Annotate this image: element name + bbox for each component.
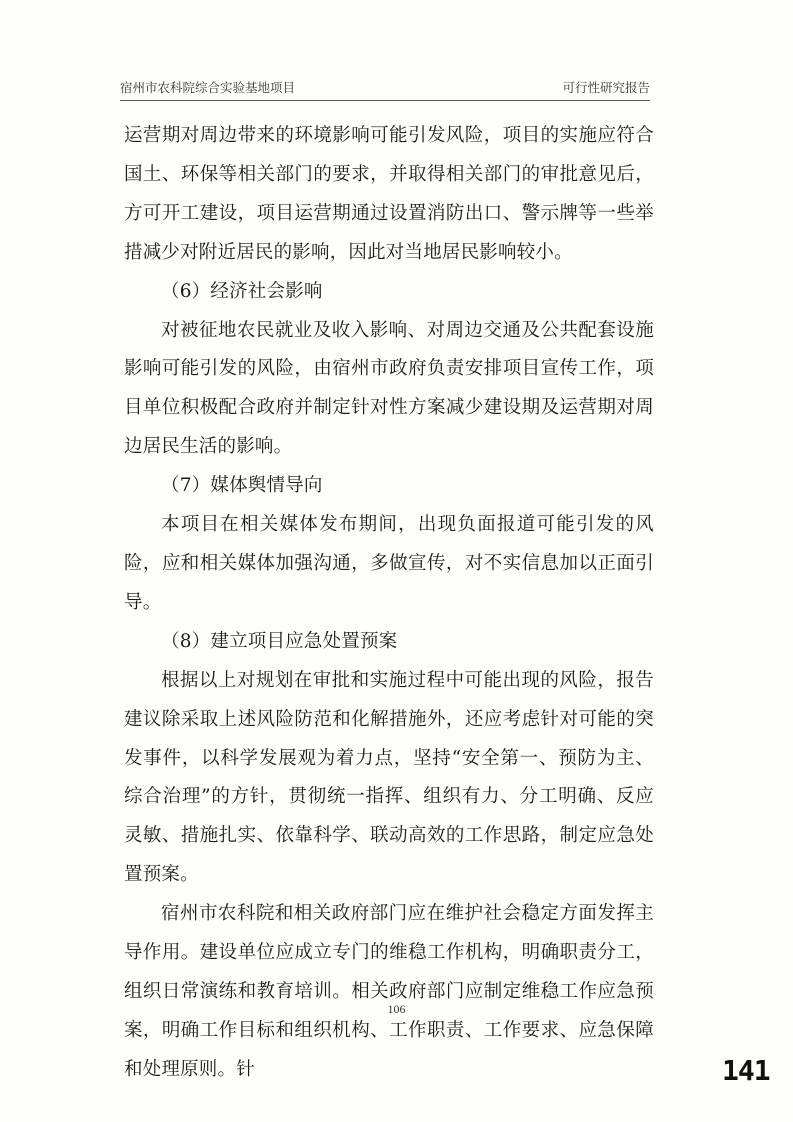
paragraph: 宿州市农科院和相关政府部门应在维护社会稳定方面发挥主导作用。建设单位应成立专门的维稳工作机构，明确职责分工，组织日常演练和教育培训。相关政府部门应制定维稳工作应急预案，明确工作目标和组织机构、工作职责、工作要求、应急保障和处理原则。针	[124, 903, 654, 1080]
paragraph: 根据以上对规划在审批和实施过程中可能出现的风险，报告建议除采取上述风险防范和化解措施外，还应考虑针对可能的突发事件，以科学发展观为着力点，坚持“安全第一、预防为主、综合治理”的方针，贯彻统一指挥、组织有力、分工明确、反应灵敏、措施扎实、依靠科学、联动高效的工作思路，制定应急处置预案。	[124, 669, 654, 886]
document-body	[124, 117, 654, 1090]
page-number: 106	[387, 1002, 406, 1016]
paragraph: 对被征地农民就业及收入影响、对周边交通及公共配套设施影响可能引发的风险，由宿州市政府负责安排项目宣传工作，项目单位积极配合政府并制定针对性方案减少建设期及运营期对周边居民生活的影响。	[124, 319, 654, 458]
header-divider	[120, 100, 650, 101]
header-project-title: 宿州市农科院综合实验基地项目	[120, 80, 296, 95]
section-heading: （6）经济社会影响	[161, 280, 323, 302]
running-header	[120, 78, 650, 96]
handwritten-page-stamp: 141	[722, 1054, 770, 1087]
section-heading: （8）建立项目应急处置预案	[161, 630, 398, 652]
header-report-title: 可行性研究报告	[562, 80, 650, 95]
paragraph: 运营期对周边带来的环境影响可能引发风险，项目的实施应符合国土、环保等相关部门的要求，并取得相关部门的审批意见后，方可开工建设，项目运营期通过设置消防出口、警示牌等一些举措减少对附近居民的影响，因此对当地居民影响较小。	[124, 125, 654, 263]
section-heading: （7）媒体舆情导向	[161, 475, 323, 497]
paragraph: 本项目在相关媒体发布期间，出现负面报道可能引发的风险，应和相关媒体加强沟通，多做宣传，对不实信息加以正面引导。	[124, 514, 654, 613]
